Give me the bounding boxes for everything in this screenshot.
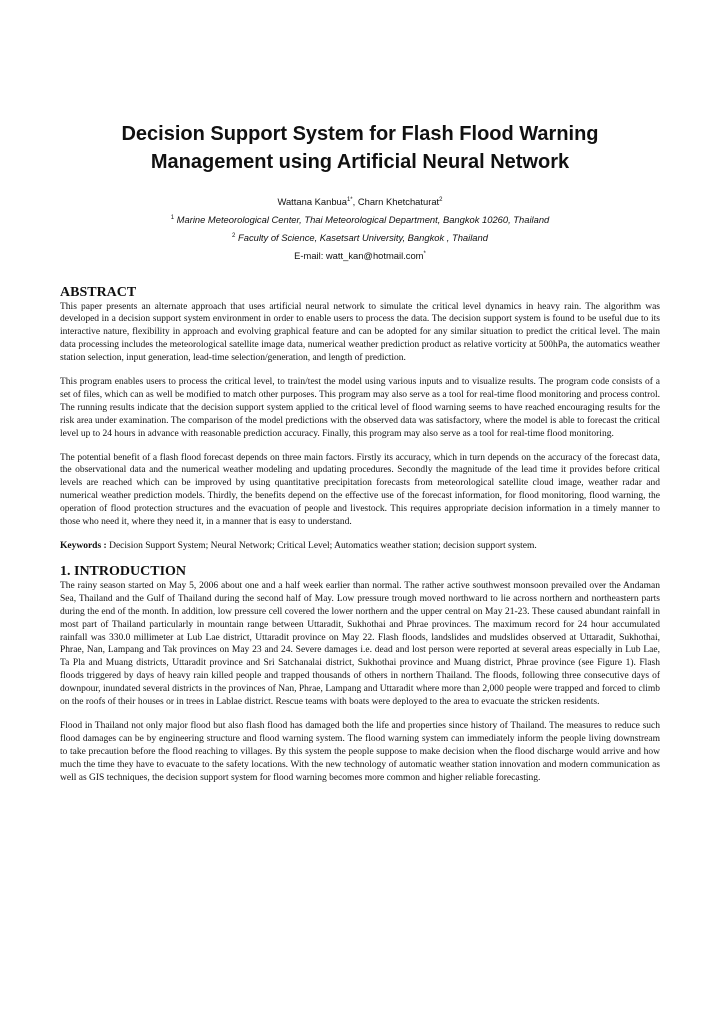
introduction-paragraph-1: The rainy season started on May 5, 2006 about one and a half week earlier than normal. The rather active southwest monsoon prevailed over the Andaman Sea, Thailand and the Gulf of Thailand during the second half of May. Low pressure trough moved northward to lie across northern and northeastern parts during the end of the month. In addition, low pressure cell covered the lower northern and the upper central on May 21-23. These caused abundant rainfall in most part of Thailand particularly in mountain range between Uttaradit, Sukhothai and Phrae provinces. The maximum record for 24 hour accumulated rainfall was 330.0 millimeter at Lub Lae district, Uttaradit province on May 22. Flash floods, landslides and mudslides observed at Uttaradit, Sukhothai, Phrae, Nan, Lampang and Tak provinces on May 23 and 24. Severe damages i.e. dead and lost person were reported at several areas especially in Lub Lae, Ta Pla and Muang districts, Uttaradit province and Sri Satchanalai district, Sukhothai province and Muang district, Phrae province (see Figure 1). Flash floods triggered by days of heavy rain killed people and trapped thousands of others in northern Thailand. The floods, following three consecutive days of downpour, inundated several districts in the provinces of Nan, Phrae, Lampang and Uttaradit where more than 2,000 people were trapped and forced to climb on the roofs of their houses or in trees in Lablae district. Rescue teams with boats were deployed to the area to evacuate the stricken residents. <box>60 580 660 708</box>
affiliation-2 <box>60 228 660 246</box>
abstract-paragraph-3: The potential benefit of a flash flood forecast depends on three main factors. Firstly its accuracy, which in turn depends on the accuracy of the forecast data, the observational data and the numerical weather modeling and updating procedures. Secondly the magnitude of the lead time it provides before critical levels are reached which can be improved by using quantitative precipitation forecasts from meteorological satellite cloud image, weather radar and numerical weather prediction models. Thirdly, the benefits depend on the effective use of the forecast information, for flood monitoring, flood warning, the operation of flood protection structures and the evacuation of people and livestock. This requires appropriate decision information in a timely manner to those who need it, where they need it, in a manner that is easy to understand. <box>60 452 660 528</box>
title-line-1: Decision Support System for Flash Flood Warning <box>121 123 599 145</box>
email-sup: * <box>423 251 426 258</box>
author-2-name: Charn Khetchaturat <box>357 196 440 208</box>
introduction-paragraph-2: Flood in Thailand not only major flood but also flash flood has damaged both the life and properties since history of Thailand. The measures to reduce such flood damages can be by engineering structure and flood warning system. The flood warning system can immediately inform the people living downstream to take precaution before the flood reaching to villages. By this system the people suppose to make decision when the flood discharge would arrive and how much the time they have to evacuate to the safety locations. With the new technology of automatic weather station innovation and modern communication as well as GIS techniques, the decision support system for flood warning becomes more common and higher reliable forecasting. <box>60 720 660 783</box>
author-1-name: Wattana Kanbua <box>277 196 347 208</box>
affiliation-2-text: Faculty of Science, Kasetsart University, Bangkok , Thailand <box>238 232 488 244</box>
abstract-heading: ABSTRACT <box>60 284 137 300</box>
affiliation-1-text: Marine Meteorological Center, Thai Meteorological Department, Bangkok 10260, Thailand <box>176 214 550 226</box>
abstract-paragraph-2: This program enables users to process the critical level, to train/test the model using various inputs and to visualize results. The program code consists of a set of files, which can as well be modified to match other purposes. This program may also serve as a tool for real-time flood monitoring and process control. The running results indicate that the decision support system applied to the critical level of flood warning seems to have reached encouraging results for the risk area under examination. The comparison of the model predictions with the observed data was satisfactory, where the model is able to forecast the critical level up to 24 hours in advance with reasonable prediction accuracy. Finally, this program may also serve as a tool for real-time flood monitoring. <box>60 377 660 439</box>
author-1-sup: 1* <box>346 197 353 203</box>
author-line <box>60 192 660 210</box>
author-separator: , <box>352 196 358 208</box>
title-line-2: Management using Artificial Neural Network <box>150 151 570 173</box>
keywords-text: Decision Support System; Neural Network; Critical Level; Automatics weather station; decision support system. <box>106 541 537 551</box>
affiliation-1 <box>60 210 660 228</box>
introduction-heading: 1. INTRODUCTION <box>60 563 187 579</box>
author-2-sup: 2 <box>439 197 443 203</box>
email-text: E-mail: watt_kan@hotmail.com <box>294 250 424 262</box>
keywords-label: Keywords : <box>60 541 107 551</box>
abstract-paragraph-1: This paper presents an alternate approach that uses artificial neural network to simulate the critical level dynamics in heavy rain. The algorithm was developed in a decision support system environment in order to enable users to process the data. The decision support system is found to be useful due to its interactive nature, flexibility in approach and evolving graphical feature and can be adopted for any similar situation to predict the critical level. The main data processing includes the meteorological satellite image data, numerical weather prediction product as relative vorticity at 500hPa, the automatics weather station selection, input generation, lead-time selection/generation, and length of prediction. <box>60 301 660 364</box>
author-block <box>60 192 660 265</box>
email-line <box>60 246 660 264</box>
keywords-line <box>60 540 660 553</box>
paper-title <box>60 0 660 176</box>
affiliation-1-sup: 1 <box>170 215 175 222</box>
affiliation-2-sup: 2 <box>232 233 236 240</box>
